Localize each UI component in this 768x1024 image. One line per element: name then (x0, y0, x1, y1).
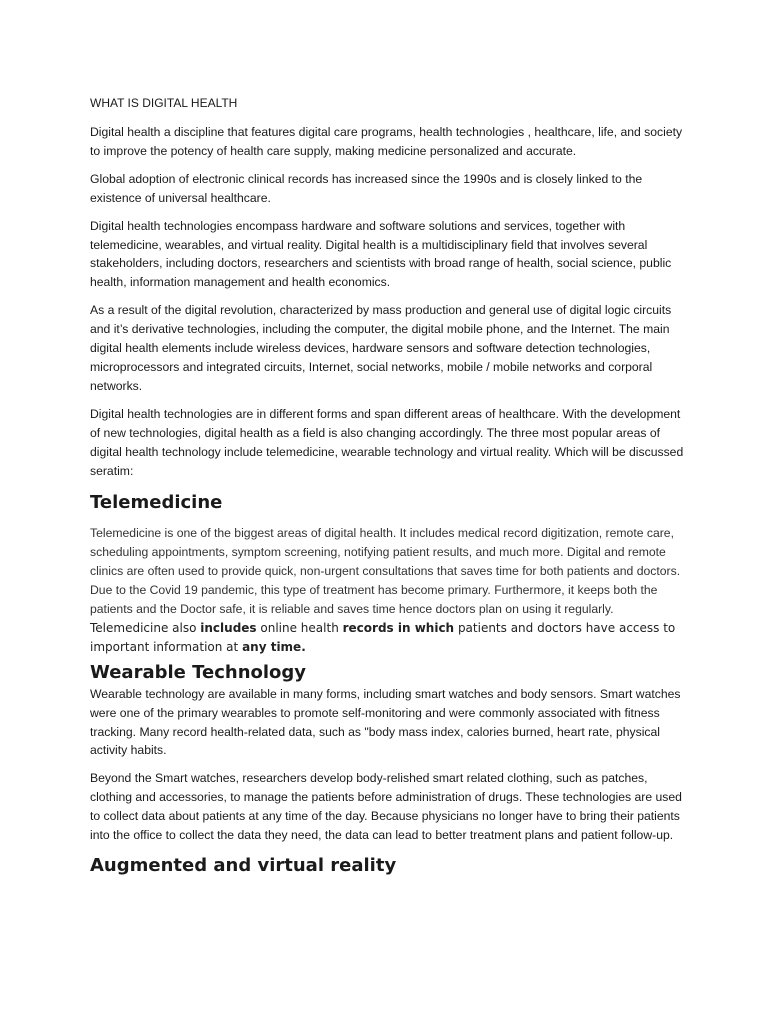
tail-text-2: online health (260, 620, 339, 635)
intro-paragraph-1: Digital health a discipline that features digital care programs, health technologies , healthcare, life, and society to improve the potency of health care supply, making medicine personalized and accurate. (90, 125, 683, 158)
tail-text-3: patients and doctors have access to important information at (90, 620, 676, 654)
intro-paragraph-3: Digital health technologies encompass hardware and software solutions and services, together with telemedicine, wearables, and virtual reality. Digital health is a multidisciplinary field that involves several stakeholders, including doctors, researchers and scientists with broad range of health, social science, public health, information management and health economics. (90, 218, 672, 290)
telemedicine-heading: Telemedicine (90, 492, 223, 514)
document-title: WHAT IS DIGITAL HEALTH (90, 96, 238, 110)
telemedicine-tail (90, 621, 675, 654)
wearable-paragraph-1: Wearable technology are available in many forms, including smart watches and body sensors. Smart watches were one of the primary wearables to promote self-monitoring and were commonly associated with fitness tracking. Many record health-related data, such as "body mass index, calories burned, heart rate, physical activity habits. (90, 686, 681, 758)
wearable-paragraph-2: Beyond the Smart watches, researchers develop body-relished smart related clothing, such as patches, clothing and accessories, to manage the patients before administration of drugs. These technologies are used to collect data about patients at any time of the day. Because physicians no longer have to bring their patients into the office to collect the data they need, the data can lead to better treatment plans and patient follow-up. (90, 771, 682, 843)
document-page (90, 94, 690, 878)
telemedicine-body: Telemedicine is one of the biggest areas of digital health. It includes medical record digitization, remote care, scheduling appointments, symptom screening, notifying patient results, and much more. Digital and remote clinics are often used to provide quick, non-urgent consultations that saves time for both patients and doctors. Due to the Covid 19 pandemic, this type of treatment has become primary. Furthermore, it keeps both the patients and the Doctor safe, it is reliable and saves time hence doctors plan on using it regularly. (90, 526, 681, 617)
intro-paragraph-5: Digital health technologies are in different forms and span different areas of healthcare. With the development of new technologies, digital health as a field is also changing accordingly. The three most popular areas of digital health technology include telemedicine, wearable technology and virtual reality. Which will be discussed seratim: (90, 406, 684, 478)
tail-bold-2: records in which (342, 620, 455, 635)
augmented-heading: Augmented and virtual reality (90, 855, 397, 876)
tail-bold-3: any time. (242, 639, 306, 654)
wearable-heading: Wearable Technology (90, 661, 307, 683)
intro-paragraph-2: Global adoption of electronic clinical records has increased since the 1990s and is closely linked to the existence of universal healthcare. (90, 171, 643, 205)
tail-text-1: Telemedicine also (90, 620, 197, 635)
tail-bold-1: includes (200, 620, 257, 635)
telemedicine-paragraph (90, 524, 690, 656)
intro-paragraph-4: As a result of the digital revolution, characterized by mass production and general use of digital logic circuits and it’s derivative technologies, including the computer, the digital mobile phone, and the Internet. The main digital health elements include wireless devices, hardware sensors and software detection technologies, microprocessors and integrated circuits, Internet, social networks, mobile / mobile networks and corporal networks. (90, 303, 672, 393)
